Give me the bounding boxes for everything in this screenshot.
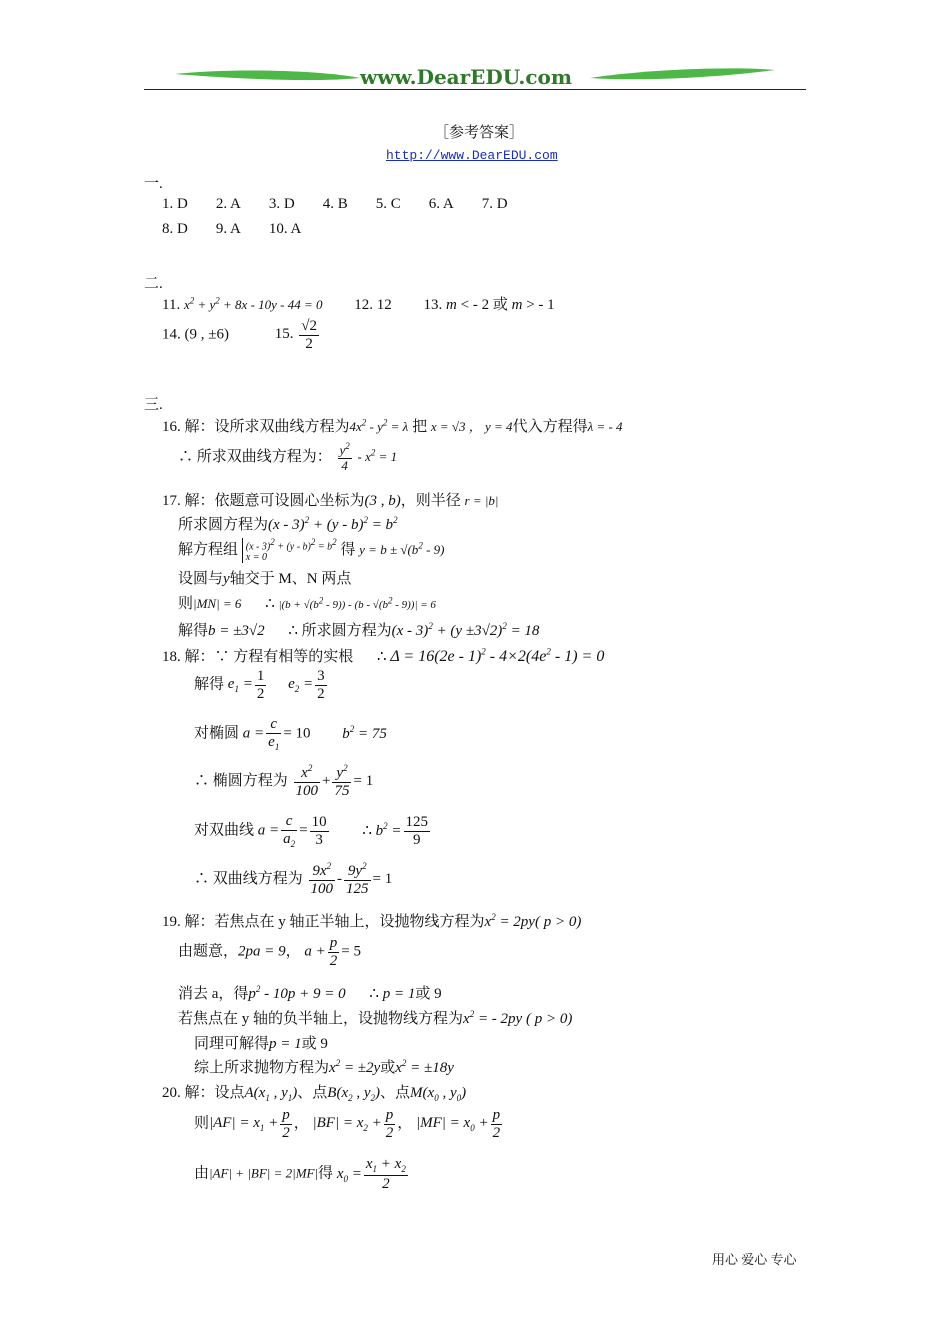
answers-row-2 — [162, 221, 301, 238]
q19-line1: 19. 解：若焦点在 y 轴正半轴上，设抛物线方程为$x^2 = 2py$( p > 0) — [162, 912, 582, 930]
q18-line6: ∴ 双曲线方程为 $\frac{9x^2}{100}$ - $\frac{9y^2}{125}$ = 1 — [194, 861, 393, 897]
formula-14: (9 , ±6) — [184, 326, 229, 343]
q18-line5: 对双曲线 a = $\frac{c}{a_2}$ = $\frac{10}{3}$ ∴ $b^2$ = $\frac{125}{9}$ — [194, 813, 429, 849]
q17-line4: 设圆与y轴交于 M、N 两点 — [178, 571, 352, 587]
q17-line3: 解方程组 $(x - 3)^2 + (y - b)^2 = b^2$ x = 0 得 $y = b \pm √(b^2 - 9)$ — [178, 537, 445, 564]
q18-line2: 解得 $e_1$ = $\frac{1}{2}$ $e_2$ = $\frac{3}{2}$ — [194, 668, 325, 702]
answer-item: 7. D — [481, 196, 508, 212]
q18-line3: 对椭圆 a = $\frac{c}{e_1}$ = 10 $b^2 = 75$ — [194, 716, 387, 752]
section-1-label: 一. — [144, 176, 163, 192]
q19-line5: 同理可解得p = 1或 9 — [194, 1036, 328, 1052]
formula-15: $\frac{√2}{2}$ — [301, 318, 317, 352]
q17-line6: 解得b = ±3√2 ∴ 所求圆方程为$(x - 3)^2 + (y \pm 3√2)^2 = 18$ — [178, 621, 540, 639]
header-logo — [170, 62, 780, 92]
q19-line3: 消去 a，得$p^2 - 10p + 9 = 0$ ∴ p = 1或 9 — [178, 984, 442, 1002]
answer-item: 10. A — [268, 221, 302, 237]
section-2-label: 二. — [144, 276, 163, 292]
answer-14-15: 14. (9 , ±6) 15. $\frac{√2}{2}$ — [162, 318, 317, 352]
q20-line1: 20. 解：设点$A(x_1$ , $y_1$)、点$B(x_2$ , $y_2$)、点$M(x_0$ , $y_0$) — [162, 1085, 467, 1103]
answer-item: 9. A — [215, 221, 241, 237]
source-link[interactable]: http://www.DearEDU.com — [386, 148, 558, 163]
q20-line3: 由|AF| + |BF| = 2|MF|得 $x_0$ = $\frac{x_1 + x_2}{2}$ — [194, 1156, 406, 1192]
answers-row-1 — [162, 196, 508, 213]
q20-line2: 则$|AF| = x_1$ + $\frac{p}{2}$ ， $|BF| = x_2$ + $\frac{p}{2}$ ， $|MF| = x_0$ + $\frac{p}{2}$ — [194, 1107, 501, 1141]
q19-line2: 由题意，2pa = 9， a + $\frac{p}{2}$ = 5 — [178, 935, 361, 969]
section-3-label: 三. — [144, 397, 163, 413]
q16-line1: 16. 解：设所求双曲线方程为$4x^2 - y^2 = \lambda$ 把 x = √3 ， y = 4代入方程得λ = - 4 — [162, 417, 623, 435]
header-rule — [144, 89, 806, 90]
answer-item: 1. D — [162, 196, 188, 212]
answer-item: 4. B — [322, 196, 348, 212]
logo-text: www.DearEDU.com — [360, 65, 573, 89]
page-title: ［参考答案］ — [434, 125, 525, 141]
q17-line1: 17. 解：依题意可设圆心坐标为(3 , b)，则半径 r = |b| — [162, 493, 499, 509]
answer-item: 8. D — [162, 221, 188, 237]
answer-item: 3. D — [268, 196, 295, 212]
q19-line6: 综上所求抛物方程为$x^2 = \pm 2y$或$x^2 = \pm 18y$ — [194, 1058, 454, 1076]
formula-11: $x^2 + y^2 + 8x - 10y - 44 = 0$ — [183, 295, 323, 312]
answer-11-13: 11. $x^2 + y^2 + 8x - 10y - 44 = 0$ 12. 12 13. m < - 2 或 m > - 1 — [162, 295, 555, 313]
q18-line1: 18. 解：∵ 方程有相等的实根 ∴ $\Delta = 16(2e - 1)^2 - 4\times 2(4e^2 - 1) = 0$ — [162, 646, 605, 665]
answer-item: 2. A — [215, 196, 241, 212]
q19-line4: 若焦点在 y 轴的负半轴上，设抛物线方程为$x^2$ = - 2py ( p > 0) — [178, 1009, 573, 1027]
q18-line4: ∴ 椭圆方程为 $\frac{x^2}{100}$ + $\frac{y^2}{75}$ = 1 — [194, 763, 374, 799]
footer-text: 用心 爱心 专心 — [712, 1252, 797, 1267]
q16-line2: ∴ 所求双曲线方程为： $\frac{y^2}{4}$ - $x^2 = 1$ — [178, 441, 398, 473]
q17-line5: 则|MN| = 6 ∴ $|(b + √(b^2 - 9)) - (b - √(b^2 - 9))| = 6$ — [178, 595, 436, 612]
q17-line2: 所求圆方程为$(x - 3)^2 + (y - b)^2 = b^2$ — [178, 515, 398, 533]
answer-item: 6. A — [428, 196, 454, 212]
answer-item: 5. C — [375, 196, 401, 212]
